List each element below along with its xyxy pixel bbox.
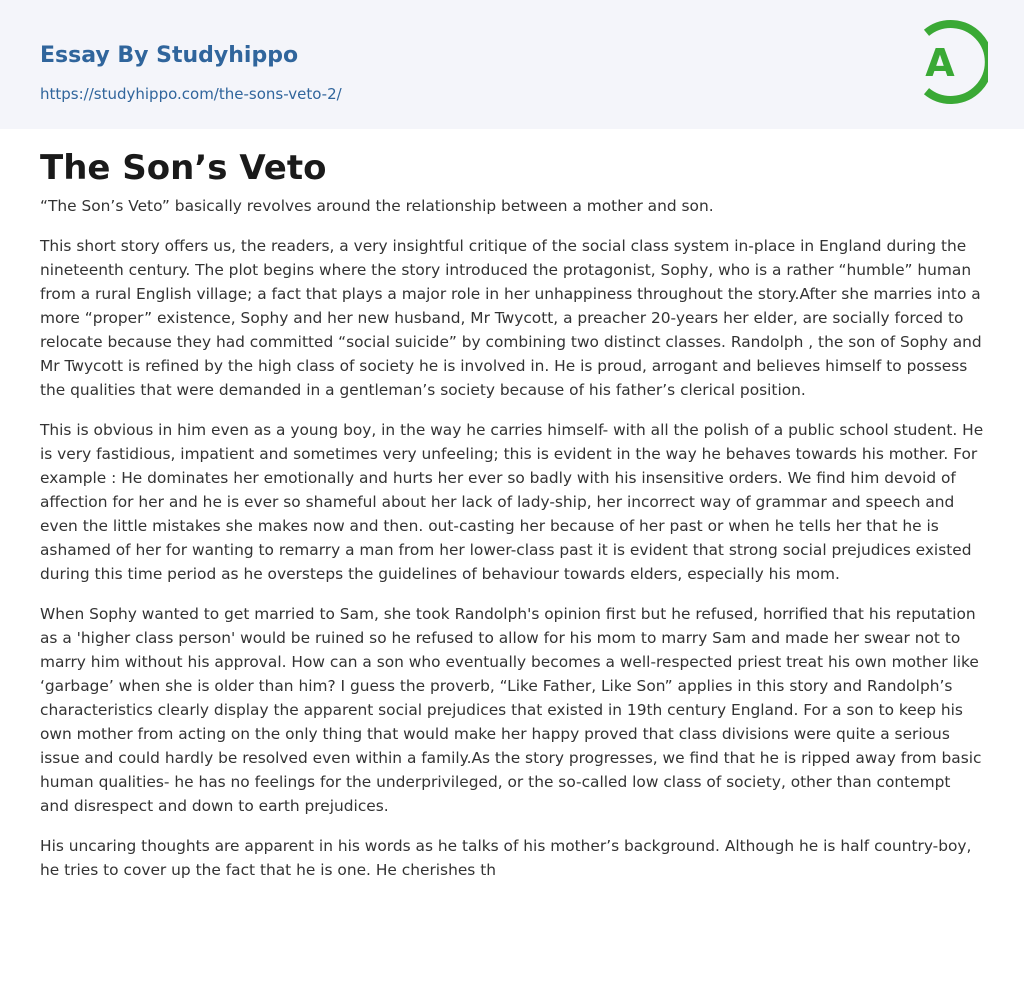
essay-paragraph: “The Son’s Veto” basically revolves around the relationship between a mother and son.	[40, 197, 714, 215]
essay-title: The Son’s Veto	[40, 148, 327, 188]
essay-paragraph: This short story offers us, the readers, a very insightful critique of the social class system in-place in England during the nineteenth century. The plot begins where the story introduced the protagonist, Sophy, who is a rather “humble” human from a rural English village; a fact that plays a major role in her unhappiness throughout the story.After she marries into a more “proper” existence, Sophy and her new husband, Mr Twycott, a preacher 20-years her elder, are socially forced to relocate because they had committed “social suicide” by combining two distinct classes. Randolph , the son of Sophy and Mr Twycott is refined by the high class of society he is involved in. He is proud, arrogant and believes himself to possess the qualities that were demanded in a gentleman’s society because of his father’s clerical position.	[40, 237, 982, 399]
essay-body	[40, 194, 984, 898]
brand-title[interactable]: Essay By Studyhippo	[40, 43, 299, 68]
logo-ring-icon	[908, 18, 988, 106]
essay-paragraph: When Sophy wanted to get married to Sam, she took Randolph's opinion first but he refused, horrified that his reputation as a 'higher class person' would be ruined so he refused to allow for his mom to marry Sam and made her swear not to marry him without his approval. How can a son who eventually becomes a well-respected priest treat his own mother like ‘garbage’ when she is older than him? I guess the proverb, “Like Father, Like Son” applies in this story and Randolph’s characteristics clearly display the apparent social prejudices that existed in 19th century England. For a son to keep his own mother from acting on the only thing that would make her happy proved that class divisions were quite a serious issue and could hardly be resolved even within a family.As the story progresses, we find that he is ripped away from basic human qualities- he has no feelings for the underprivileged, or the so-called low class of society, other than contempt and disrespect and down to earth prejudices.	[40, 605, 982, 815]
essay-paragraph: This is obvious in him even as a young boy, in the way he carries himself- with all the polish of a public school student. He is very fastidious, impatient and sometimes very unfeeling; this is evident in the way he behaves towards his mother. For example : He dominates her emotionally and hurts her ever so badly with his insensitive orders. We find him devoid of affection for her and he is ever so shameful about her lack of lady-ship, her incorrect way of grammar and speech and even the little mistakes she makes now and then. out-casting her because of her past or when he tells her that he is ashamed of her for wanting to remarry a man from her lower-class past it is evident that strong social prejudices existed during this time period as he oversteps the guidelines of behaviour towards elders, especially his mom.	[40, 421, 984, 583]
essay-paragraph: His uncaring thoughts are apparent in his words as he talks of his mother’s background. Although he is half country-boy, he tries to cover up the fact that he is one. He cherishes th	[40, 837, 972, 879]
logo-letter: A	[925, 41, 955, 85]
studyhippo-logo[interactable]	[908, 18, 988, 106]
essay-url-link[interactable]: https://studyhippo.com/the-sons-veto-2/	[40, 85, 342, 103]
